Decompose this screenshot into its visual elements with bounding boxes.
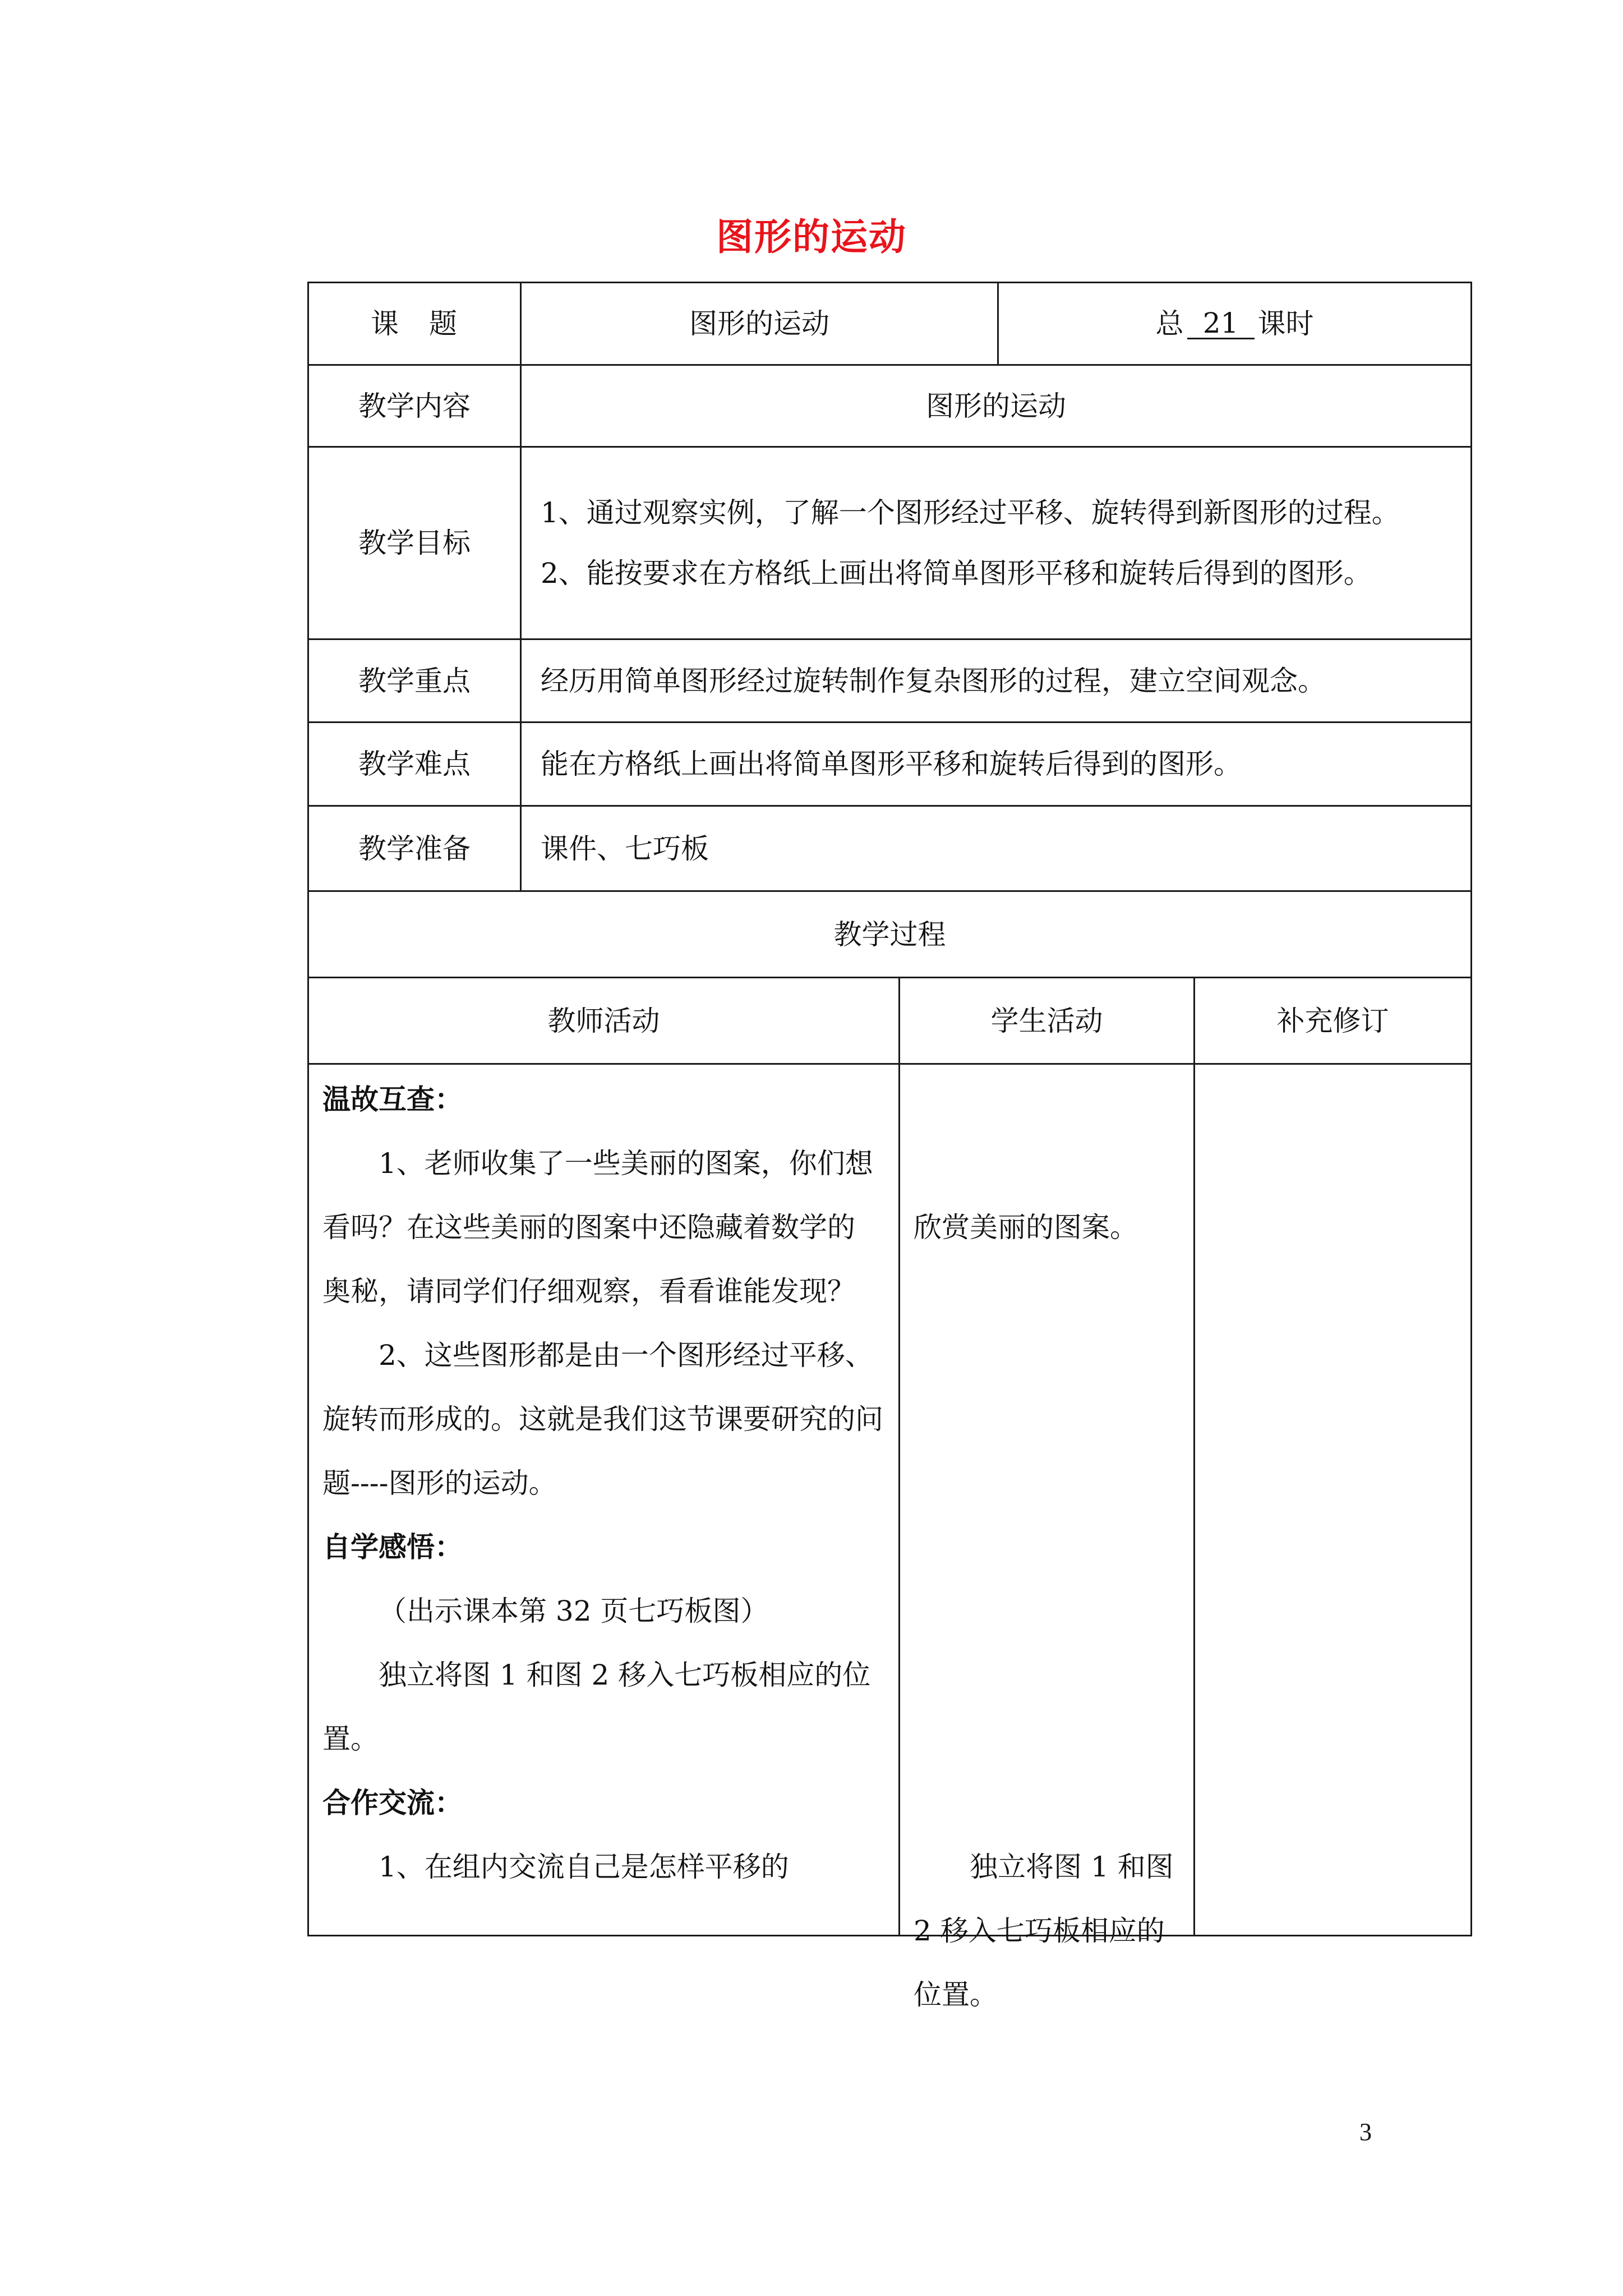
topic-value: 图形的运动 [689, 307, 829, 340]
column-header-teacher: 教师活动 [547, 1004, 660, 1037]
process-label: 教学过程 [833, 918, 946, 951]
teacher-line: 1、在组内交流自己是怎样平移的 [379, 1851, 789, 1883]
student-activity [914, 1195, 1188, 1259]
period-number: 21 [1187, 309, 1255, 339]
content-value: 图形的运动 [926, 389, 1066, 422]
page-number: 3 [1359, 2118, 1372, 2146]
goal-item: 2、能按要求在方格纸上画出将简单图形平移和旋转后得到的图形。 [541, 557, 1372, 590]
preparation-value: 课件、七巧板 [541, 832, 709, 865]
key-point-label: 教学重点 [358, 664, 471, 697]
section-heading-review: 温故互查： [322, 1083, 463, 1116]
teacher-line: 独立将图 1 和图 2 移入七巧板相应的位 [379, 1659, 871, 1691]
content-label: 教学内容 [358, 389, 471, 422]
teacher-line: 题----图形的运动。 [322, 1467, 557, 1499]
lesson-plan-table [307, 282, 1472, 2011]
teacher-line: 奥秘，请同学们仔细观察，看看谁能发现？ [322, 1275, 855, 1308]
preparation-label: 教学准备 [358, 832, 471, 865]
student-line: 欣赏美丽的图案。 [914, 1211, 1138, 1244]
column-header-revision: 补充修订 [1276, 1004, 1389, 1037]
document-title: 图形的运动 [716, 215, 907, 259]
period-prefix: 总 [1155, 307, 1184, 340]
column-header-student: 学生活动 [990, 1004, 1103, 1037]
student-line: 独立将图 1 和图 [970, 1851, 1174, 1883]
period-count [999, 283, 1470, 364]
topic-label: 课 题 [371, 307, 458, 340]
difficulty-value: 能在方格纸上画出将简单图形平移和旋转后得到的图形。 [541, 748, 1242, 780]
teacher-line: 置。 [322, 1723, 379, 1755]
period-suffix: 课时 [1257, 307, 1314, 340]
student-activity-2 [914, 1835, 1188, 2027]
student-line: 2 移入七巧板相应的 [914, 1915, 1165, 1947]
goals-list [522, 448, 1470, 638]
teacher-line: （出示课本第 32 页七巧板图） [379, 1595, 769, 1627]
difficulty-label: 教学难点 [358, 748, 471, 780]
teacher-activity [322, 1068, 895, 1899]
key-point-value: 经历用简单图形经过旋转制作复杂图形的过程，建立空间观念。 [541, 664, 1326, 697]
teacher-line: 1、老师收集了一些美丽的图案，你们想 [379, 1147, 873, 1180]
goals-label: 教学目标 [358, 527, 471, 559]
goal-item: 1、通过观察实例，了解一个图形经过平移、旋转得到新图形的过程。 [541, 496, 1400, 529]
student-line: 位置。 [914, 1978, 998, 2011]
teacher-line: 看吗？在这些美丽的图案中还隐藏着数学的 [322, 1211, 855, 1244]
teacher-line: 旋转而形成的。这就是我们这节课要研究的问 [322, 1403, 883, 1435]
section-heading-cooperation: 合作交流： [322, 1787, 463, 1819]
section-heading-self-study: 自学感悟： [322, 1531, 463, 1563]
teacher-line: 2、这些图形都是由一个图形经过平移、 [379, 1339, 873, 1372]
